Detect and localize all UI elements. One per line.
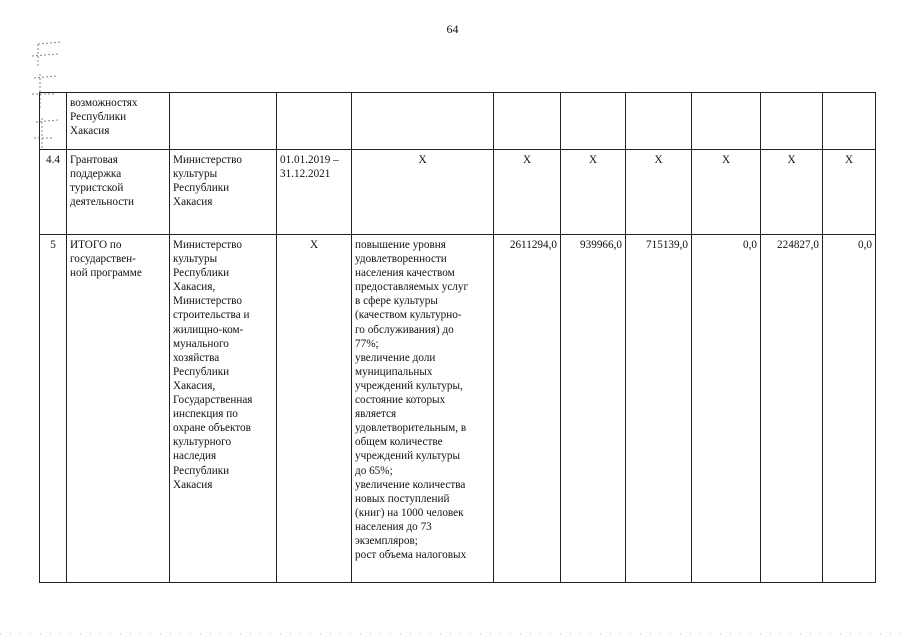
value-cell: Х — [494, 150, 561, 235]
value-cell: 0,0 — [692, 235, 761, 583]
row-number: 4.4 — [40, 150, 67, 235]
period: Х — [277, 235, 352, 583]
page-number: 64 — [446, 22, 459, 36]
value-cell: Х — [561, 150, 626, 235]
executor — [170, 93, 277, 150]
program-table — [39, 92, 876, 583]
measure-name: возможностях Республики Хакасия — [67, 93, 170, 150]
expected-result — [352, 93, 494, 150]
expected-result: Х — [352, 150, 494, 235]
expected-result: повышение уровня удовлетворенности населения качеством предоставляемых услуг в сфере культуры (качеством культурно- го обслуживания) до 77%; увеличение доли муниципальных учреждений культуры, состояние которых является удовлетворительным, в общем количестве учреждений культуры до 65%; увеличение количества новых поступлений (книг) на 1000 человек населения до 73 экземпляров; рост объема налоговых — [352, 235, 494, 583]
table-row — [40, 150, 876, 235]
measure-name: ИТОГО по государствен- ной программе — [67, 235, 170, 583]
table-row — [40, 93, 876, 150]
value-cell — [823, 93, 876, 150]
value-cell: 224827,0 — [761, 235, 823, 583]
value-cell: 939966,0 — [561, 235, 626, 583]
value-cell — [494, 93, 561, 150]
row-number — [40, 93, 67, 150]
executor: Министерство культуры Республики Хакасия — [170, 150, 277, 235]
measure-name: Грантовая поддержка туристской деятельности — [67, 150, 170, 235]
value-cell — [561, 93, 626, 150]
value-cell: 715139,0 — [626, 235, 692, 583]
scan-noise — [0, 626, 905, 640]
table-row — [40, 235, 876, 583]
value-cell: Х — [626, 150, 692, 235]
value-cell: 0,0 — [823, 235, 876, 583]
row-number: 5 — [40, 235, 67, 583]
value-cell: Х — [823, 150, 876, 235]
value-cell — [626, 93, 692, 150]
value-cell — [761, 93, 823, 150]
value-cell — [692, 93, 761, 150]
period — [277, 93, 352, 150]
period: 01.01.2019 – 31.12.2021 — [277, 150, 352, 235]
value-cell: Х — [761, 150, 823, 235]
value-cell: Х — [692, 150, 761, 235]
value-cell: 2611294,0 — [494, 235, 561, 583]
executor: Министерство культуры Республики Хакасия, Министерство строительства и жилищно-ком- мунального хозяйства Республики Хакасия, Государственная инспекция по охране объектов культурного наследия Республики Хакасия — [170, 235, 277, 583]
